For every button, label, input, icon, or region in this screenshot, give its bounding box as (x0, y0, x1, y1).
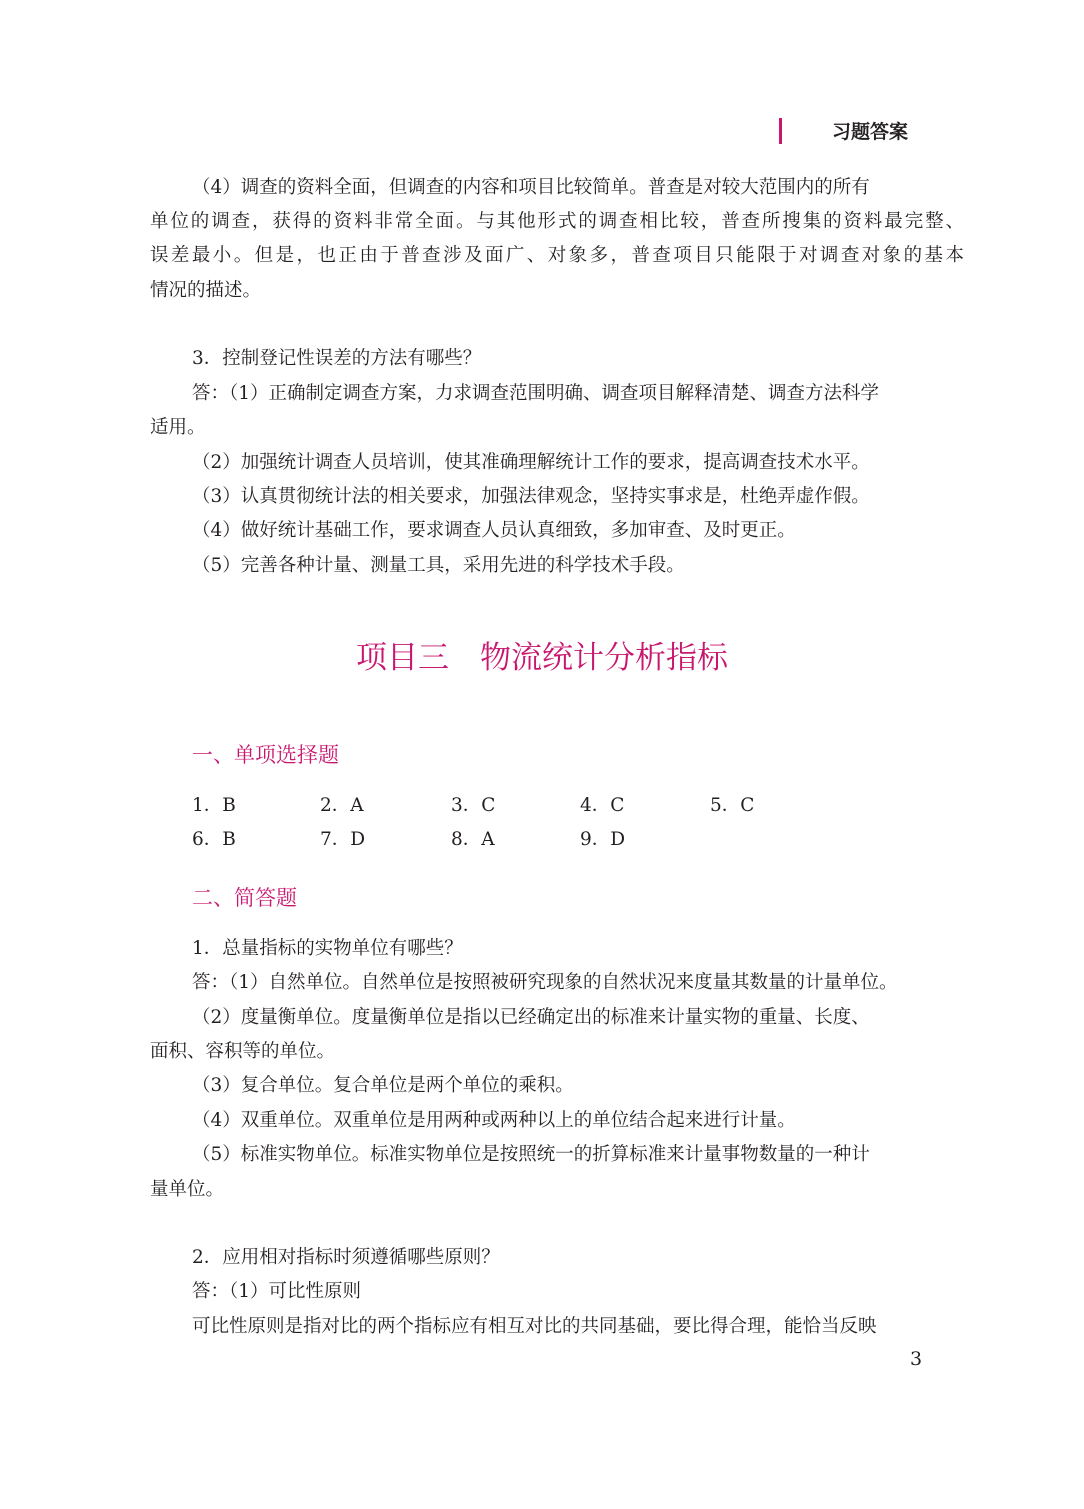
paragraph-line: （4）调查的资料全面，但调查的内容和项目比较简单。普查是对较大范围内的所有 (192, 177, 870, 198)
chapter-title: 项目三 物流统计分析指标 (356, 640, 728, 676)
header-accent-bar (779, 118, 782, 144)
answer-line: （3）认真贯彻统计法的相关要求，加强法律观念，坚持实事求是，杜绝弄虚作假。 (192, 486, 870, 507)
page-number: 3 (910, 1348, 923, 1370)
section-title: 二、简答题 (192, 886, 297, 910)
choice-answer: 5．C (710, 795, 755, 816)
choice-answer: 7．D (320, 829, 366, 850)
section-title: 一、单项选择题 (192, 743, 339, 767)
answer-line: （2）加强统计调查人员培训，使其准确理解统计工作的要求，提高调查技术水平。 (192, 452, 870, 473)
answer-line: （3）复合单位。复合单位是两个单位的乘积。 (192, 1075, 574, 1096)
choice-answer: 2．A (320, 795, 364, 816)
running-header-title: 习题答案 (832, 121, 909, 143)
answer-line: （5）标准实物单位。标准实物单位是按照统一的折算标准来计量事物数量的一种计 (192, 1144, 870, 1165)
question-title: 3．控制登记性误差的方法有哪些？ (192, 348, 482, 369)
paragraph-line: 单位的调查，获得的资料非常全面。与其他形式的调查相比较，普查所搜集的资料最完整、 (150, 211, 964, 232)
answer-line: 量单位。 (150, 1179, 225, 1200)
choice-answer: 6．B (192, 829, 236, 850)
choice-answer: 9．D (580, 829, 626, 850)
choice-answer: 1．B (192, 795, 236, 816)
choice-answer: 4．C (580, 795, 625, 816)
answer-line: （5）完善各种计量、测量工具，采用先进的科学技术手段。 (192, 555, 685, 576)
question-title: 1．总量指标的实物单位有哪些？ (192, 938, 463, 959)
answer-line: 可比性原则是指对比的两个指标应有相互对比的共同基础，要比得合理，能恰当反映 (192, 1316, 877, 1337)
answer-line: 适用。 (150, 417, 206, 438)
answer-line: 答：（1）可比性原则 (192, 1281, 362, 1302)
choice-answer: 8．A (451, 829, 495, 850)
question-title: 2．应用相对指标时须遵循哪些原则？ (192, 1247, 500, 1268)
answer-line: （2）度量衡单位。度量衡单位是指以已经确定出的标准来计量实物的重量、长度、 (192, 1007, 870, 1028)
choice-answer: 3．C (451, 795, 496, 816)
answer-line: （4）做好统计基础工作，要求调查人员认真细致，多加审查、及时更正。 (192, 520, 796, 541)
paragraph-line: 误差最小。但是，也正由于普查涉及面广、对象多，普查项目只能限于对调查对象的基本 (150, 245, 964, 266)
answer-line: 答：（1）自然单位。自然单位是按照被研究现象的自然状况来度量其数量的计量单位。 (192, 972, 898, 993)
answer-line: （4）双重单位。双重单位是用两种或两种以上的单位结合起来进行计量。 (192, 1110, 796, 1131)
paragraph-line: 情况的描述。 (150, 280, 262, 301)
answer-line: 面积、容积等的单位。 (150, 1041, 336, 1062)
answer-line: 答：（1）正确制定调查方案，力求调查范围明确、调查项目解释清楚、调查方法科学 (192, 383, 880, 404)
